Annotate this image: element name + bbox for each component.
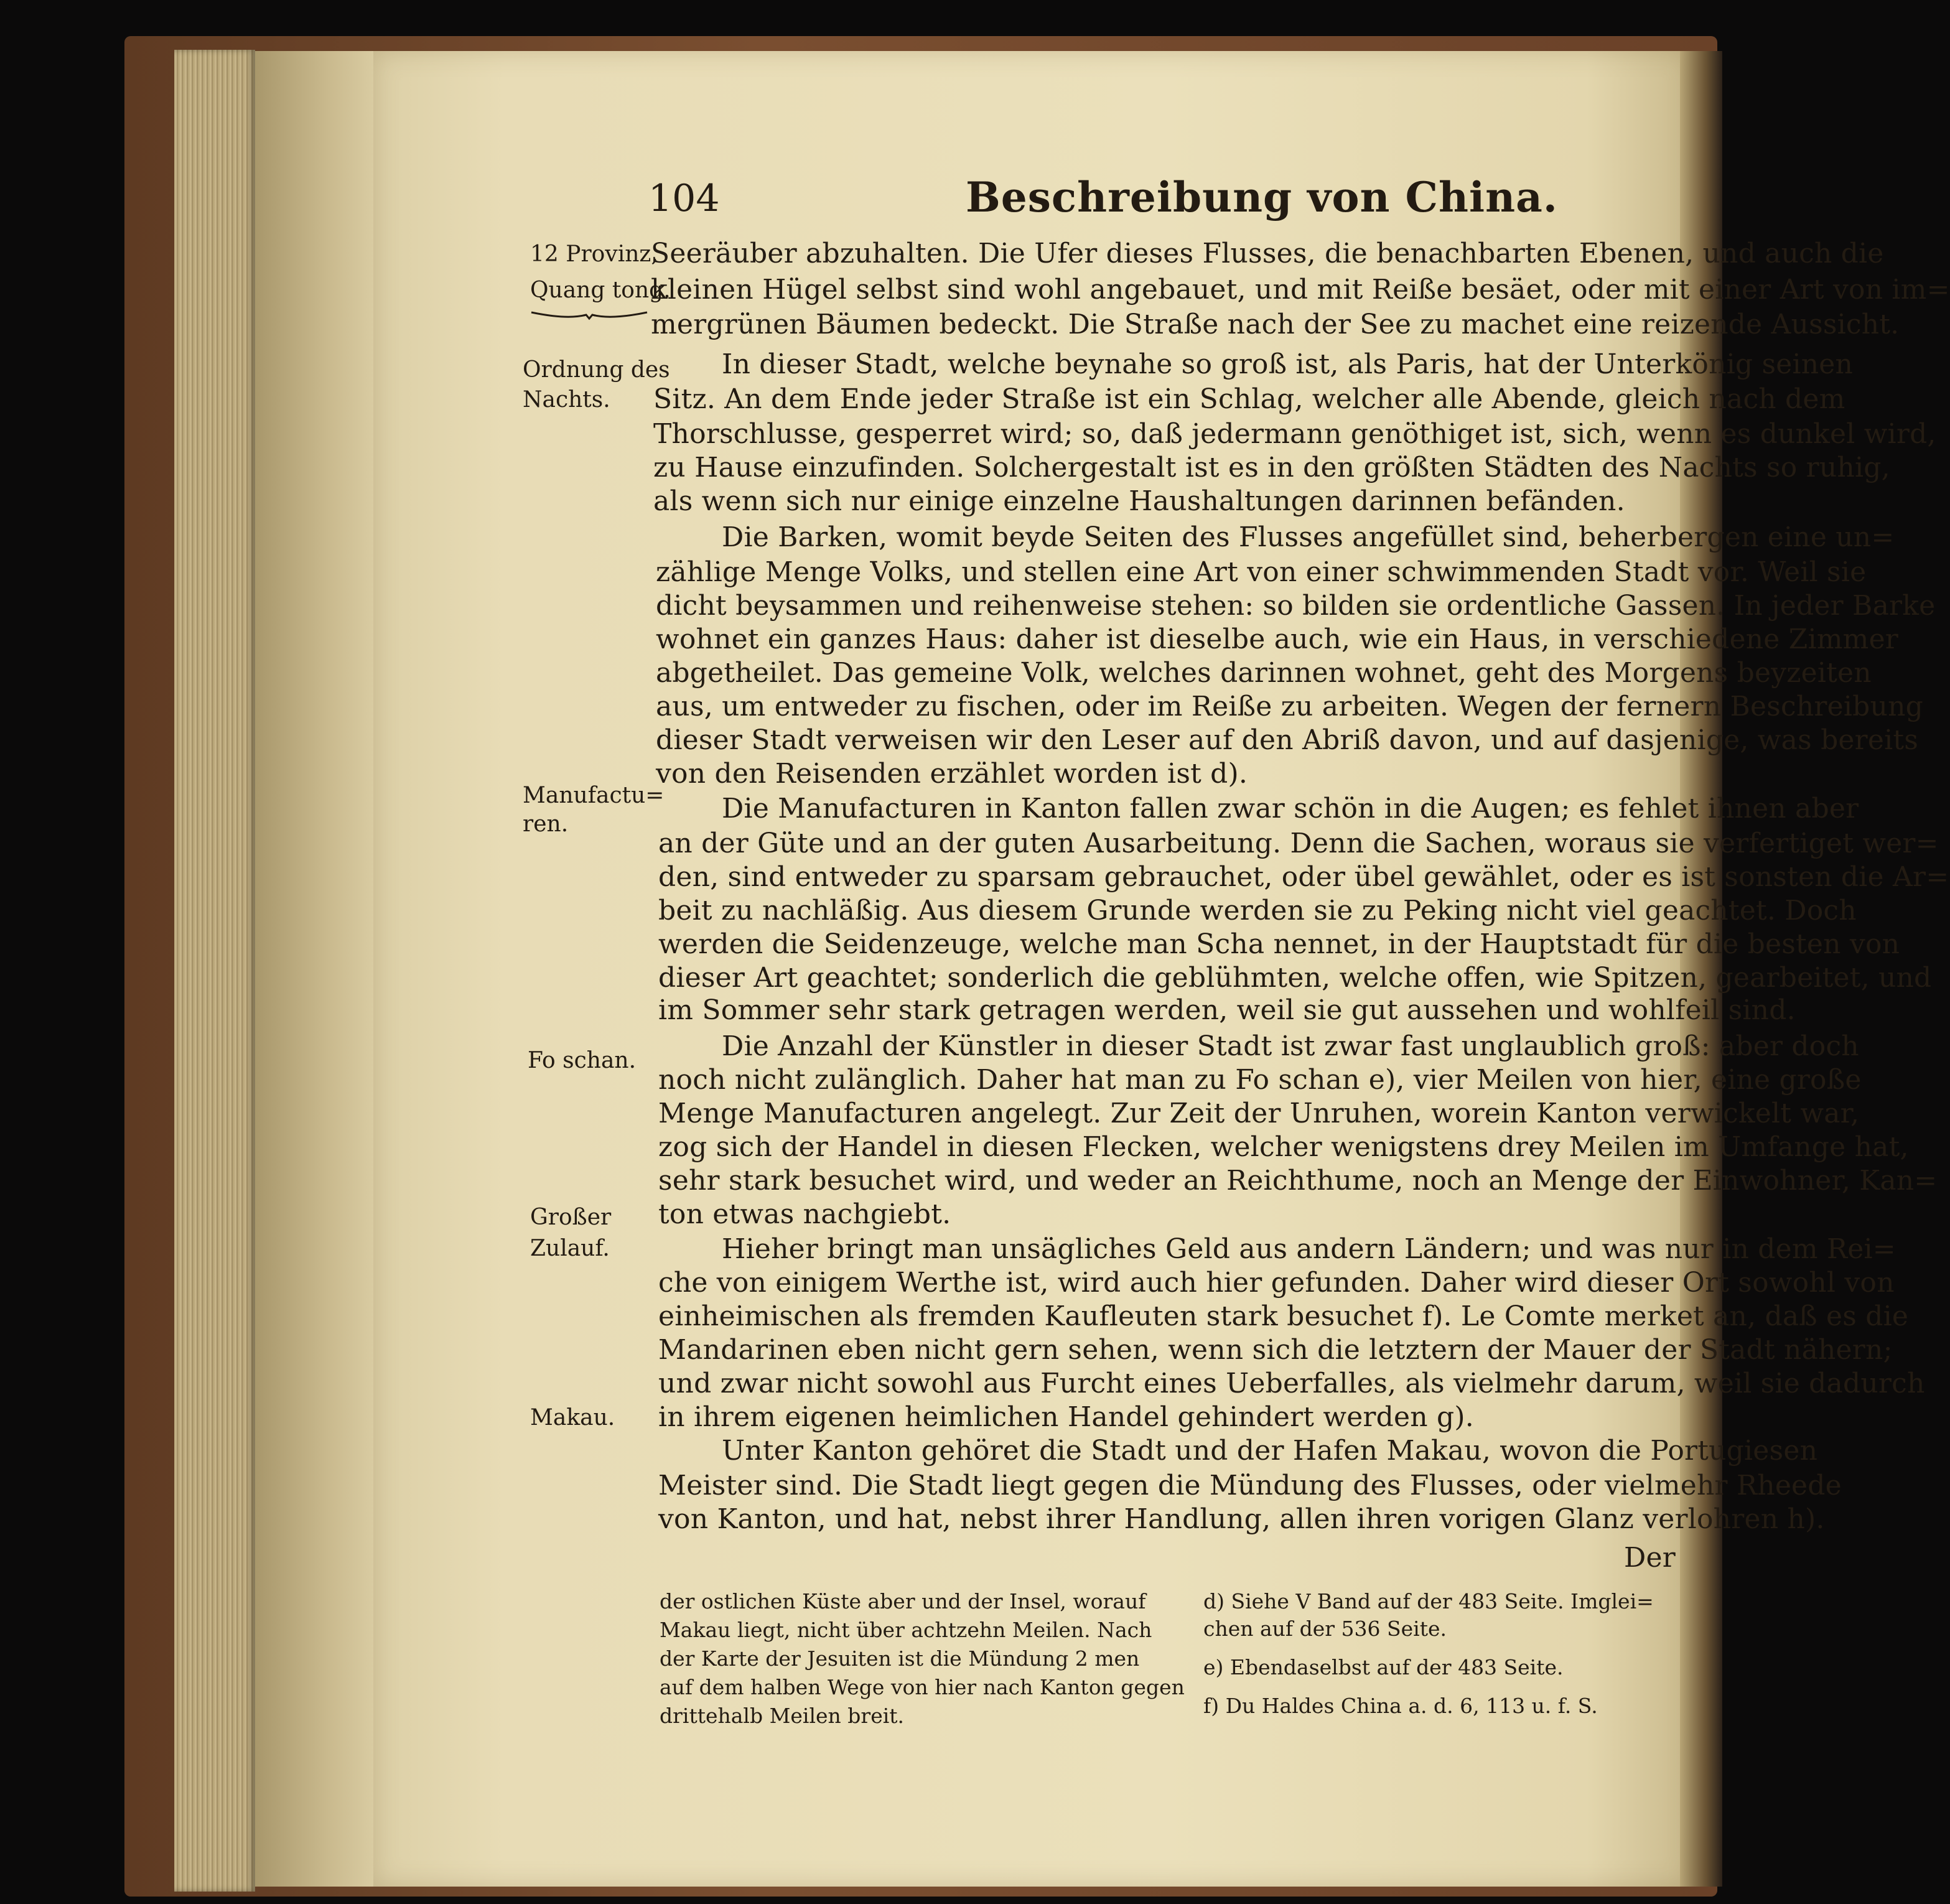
text-line: Hieher bringt man unsägliches Geld aus andern Ländern; und was nur in dem Rei= (722, 1233, 1896, 1265)
footnote-line: der Karte der Jesuiten ist die Mündung 2 men (660, 1646, 1140, 1671)
text-line: Sitz. An dem Ende jeder Straße ist ein Schlag, welcher alle Abende, gleich nach dem (653, 383, 1845, 415)
catchword: Der (1624, 1542, 1676, 1574)
margin-note: Quang tong. (530, 278, 671, 303)
text-line: dicht beysammen und reihenweise stehen: so bilden sie ordentliche Gassen. In jeder Barke (656, 590, 1936, 622)
page-gutter (255, 51, 386, 1887)
margin-note: Manufactu= (523, 783, 665, 808)
text-line: Die Barken, womit beyde Seiten des Flusses angefüllet sind, beherbergen eine un= (722, 521, 1895, 553)
text-line: abgetheilet. Das gemeine Volk, welches darinnen wohnet, geht des Morgens beyzeiten (656, 657, 1872, 689)
text-line: werden die Seidenzeuge, welche man Scha nennet, in der Hauptstadt für die besten von (658, 928, 1900, 960)
margin-note: Großer (530, 1205, 612, 1230)
text-line: Mandarinen eben nicht gern sehen, wenn sich die letztern der Mauer der Stadt nähern; (658, 1334, 1893, 1366)
text-line: dieser Stadt verweisen wir den Leser auf den Abriß davon, und auf dasjenige, was bereits (656, 724, 1919, 756)
footnote-line: f) Du Haldes China a. d. 6, 113 u. f. S. (1203, 1694, 1598, 1718)
page-edges (174, 50, 255, 1892)
text-line: in ihrem eigenen heimlichen Handel gehindert werden g). (658, 1401, 1474, 1433)
text-line: Seeräuber abzuhalten. Die Ufer dieses Flusses, die benachbarten Ebenen, und auch die (651, 238, 1884, 269)
margin-note: Fo schan. (528, 1048, 637, 1073)
text-line: und zwar nicht sowohl aus Furcht eines Ueberfalles, als vielmehr darum, weil sie dadurch (658, 1368, 1925, 1399)
text-line: von den Reisenden erzählet worden ist d). (656, 758, 1248, 790)
margin-note: Ordnung des (523, 357, 670, 383)
page-number: 104 (648, 177, 720, 220)
text-line: zog sich der Handel in diesen Flecken, welcher wenigstens drey Meilen im Umfange hat, (658, 1131, 1909, 1163)
text-line: ton etwas nachgiebt. (658, 1198, 951, 1230)
text-line: Die Anzahl der Künstler in dieser Stadt ist zwar fast unglaublich groß: aber doch (722, 1030, 1859, 1062)
text-line: im Sommer sehr stark getragen werden, weil sie gut aussehen und wohlfeil sind. (658, 994, 1796, 1026)
text-line: den, sind entweder zu sparsam gebrauchet, oder übel gewählet, oder es ist sonsten die Ar= (658, 861, 1949, 893)
footnote-line: der ostlichen Küste aber und der Insel, worauf (660, 1589, 1146, 1613)
text-line: von Kanton, und hat, nebst ihrer Handlung, allen ihren vorigen Glanz verlohren h). (658, 1503, 1825, 1535)
text-line: wohnet ein ganzes Haus: daher ist dieselbe auch, wie ein Haus, in verschiedene Zimmer (656, 623, 1899, 655)
footnote-line: Makau liegt, nicht über achtzehn Meilen. Nach (660, 1618, 1152, 1642)
text-line: beit zu nachläßig. Aus diesem Grunde werden sie zu Peking nicht viel geachtet. Doch (658, 895, 1857, 926)
text-line: aus, um entweder zu fischen, oder im Reiße zu arbeiten. Wegen der fernern Beschreibung (656, 691, 1923, 722)
margin-note: 12 Provinz, (530, 241, 658, 267)
text-line: Die Manufacturen in Kanton fallen zwar schön in die Augen; es fehlet ihnen aber (722, 793, 1859, 824)
text-line: dieser Art geachtet; sonderlich die geblühmten, welche offen, wie Spitzen, gearbeitet, und (658, 962, 1932, 994)
text-line: an der Güte und an der guten Ausarbeitung. Denn die Sachen, woraus sie verfertiget wer= (658, 828, 1939, 859)
margin-note: Makau. (530, 1405, 615, 1430)
text-line: zählige Menge Volks, und stellen eine Art von einer schwimmenden Stadt vor. Weil sie (656, 556, 1867, 588)
text-line: mergrünen Bäumen bedeckt. Die Straße nach der See zu machet eine reizende Aussicht. (651, 309, 1900, 340)
text-line: zu Hause einzufinden. Solchergestalt ist es in den größten Städten des Nachts so ruhig, (653, 452, 1890, 483)
text-line: Meister sind. Die Stadt liegt gegen die Mündung des Flusses, oder vielmehr Rheede (658, 1470, 1842, 1501)
footnote-line: e) Ebendaselbst auf der 483 Seite. (1203, 1655, 1564, 1679)
margin-note: ren. (523, 811, 569, 837)
text-line: che von einigem Werthe ist, wird auch hier gefunden. Daher wird dieser Ort sowohl von (658, 1267, 1895, 1299)
text-line: In dieser Stadt, welche beynahe so groß ist, als Paris, hat der Unterkönig seinen (722, 348, 1854, 380)
footnote-line: chen auf der 536 Seite. (1203, 1617, 1447, 1641)
footnote-line: d) Siehe V Band auf der 483 Seite. Imglei= (1203, 1589, 1654, 1613)
text-line: Unter Kanton gehöret die Stadt und der Hafen Makau, wovon die Portugiesen (722, 1435, 1818, 1467)
margin-note: Zulauf. (530, 1236, 610, 1261)
running-title: Beschreibung von China. (966, 173, 1558, 222)
swash-rule (530, 309, 648, 321)
text-line: Menge Manufacturen angelegt. Zur Zeit der Unruhen, worein Kanton verwickelt war, (658, 1098, 1860, 1129)
text-line: einheimischen als fremden Kaufleuten stark besuchet f). Le Comte merket an, daß es die (658, 1300, 1909, 1332)
text-line: sehr stark besuchet wird, und weder an Reichthume, noch an Menge der Einwohner, Kan= (658, 1165, 1938, 1197)
text-line: noch nicht zulänglich. Daher hat man zu Fo schan e), vier Meilen von hier, eine große (658, 1064, 1862, 1096)
footnote-line: drittehalb Meilen breit. (660, 1704, 905, 1728)
text-line: kleinen Hügel selbst sind wohl angebauet, und mit Reiße besäet, oder mit einer Art von im= (651, 274, 1950, 306)
footnote-line: auf dem halben Wege von hier nach Kanton gegen (660, 1675, 1185, 1699)
margin-note: Nachts. (523, 387, 610, 413)
text-line: als wenn sich nur einige einzelne Haushaltungen darinnen befänden. (653, 485, 1625, 517)
text-line: Thorschlusse, gesperret wird; so, daß jedermann genöthiget ist, sich, wenn es dunkel wird, (653, 418, 1936, 450)
